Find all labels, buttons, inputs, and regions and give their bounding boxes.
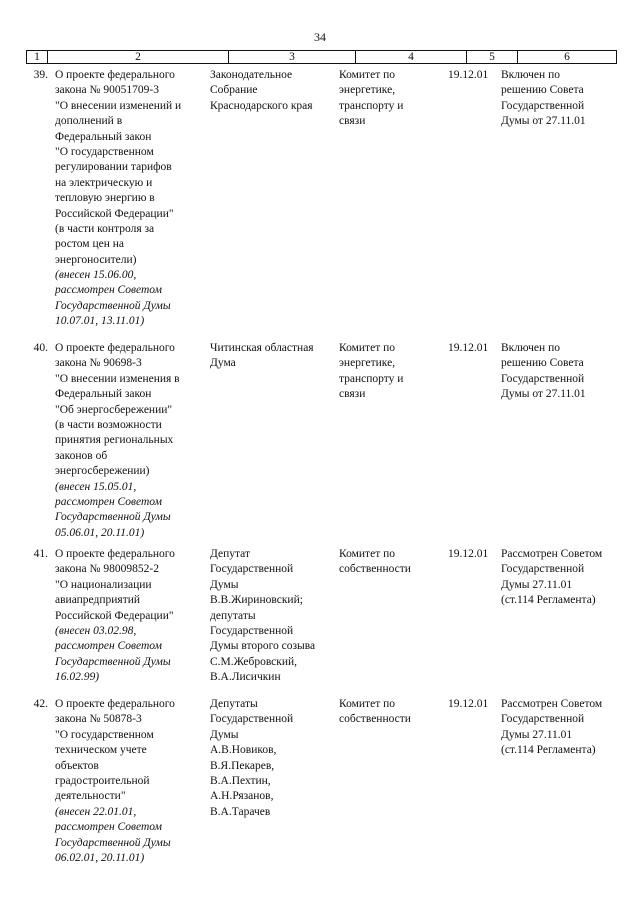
entry-status-line: Государственной Думы	[55, 655, 171, 668]
entry-author-line: В.А.Лисичкин	[210, 671, 281, 684]
entry-author-line: Законодательное	[210, 69, 293, 81]
entry-number	[28, 341, 48, 356]
entry-committee-line: Комитет по	[339, 548, 395, 560]
entry-decision-line: Думы 27.11.01	[501, 728, 573, 741]
entry-decision-line: Государственной	[501, 713, 585, 726]
column-header-2: 2	[47, 50, 229, 64]
entry-author-line: Государственной	[210, 713, 294, 726]
entry-author-line: Читинская областная	[210, 342, 314, 354]
entry-author	[210, 68, 335, 114]
entry-decision-line: решению Совета	[501, 84, 584, 97]
entry-author-line: Краснодарского края	[210, 99, 313, 112]
entry-author-line: депутаты	[210, 609, 256, 622]
entry-decision-line: Думы 27.11.01	[501, 578, 573, 591]
entry-author-line: Государственной	[210, 624, 294, 637]
entry-title-line: "О внесении изменений и	[55, 99, 182, 112]
entry-author-line: В.В.Жириновский;	[210, 594, 303, 607]
entry-author-line: Депутаты	[210, 698, 258, 710]
entry-title-line: "О государственном	[55, 728, 154, 741]
entry-title-line: энергосбережении)	[55, 465, 150, 478]
entry-title-line: дополнений в	[55, 115, 123, 128]
entry-title-line: Федеральный закон	[55, 130, 152, 143]
entry-committee-line: Комитет по	[339, 698, 395, 710]
entry-decision-line: Рассмотрен Советом	[501, 698, 603, 710]
entry-title-line: принятия региональных	[55, 434, 174, 447]
entry-title-line: Российской Федерации"	[55, 207, 174, 220]
entry-title-line: на электрическую и	[55, 176, 153, 189]
entry-number-text: 39.	[33, 69, 48, 81]
entry-title-line: О проекте федерального	[55, 698, 175, 710]
entry-author-line: В.А.Пехтин,	[210, 774, 271, 787]
entry-number-text: 41.	[33, 548, 48, 560]
entry-author	[210, 341, 335, 372]
column-header-4: 4	[355, 50, 467, 64]
entry-decision-line: Рассмотрен Советом	[501, 548, 603, 560]
entry-committee-line: Комитет по	[339, 69, 395, 81]
entry-committee-line: собственности	[339, 713, 411, 726]
entry-title-line: ростом цен на	[55, 238, 124, 251]
entry-title-line: деятельности"	[55, 790, 126, 803]
entry-title-line: закона № 50878-3	[55, 713, 142, 726]
entry-author-line: С.М.Жебровский,	[210, 655, 298, 668]
entry-number	[28, 697, 48, 712]
entry-status-line: Государственной Думы	[55, 299, 171, 312]
entry-committee-line: связи	[339, 115, 366, 128]
entry-date	[448, 68, 496, 83]
entry-status-line: 10.07.01, 13.11.01)	[55, 315, 145, 328]
entry-decision-line: Государственной	[501, 563, 585, 576]
entry-title-line: (в части контроля за	[55, 222, 155, 235]
entry-committee	[339, 547, 435, 578]
entry-status-line: (внесен 15.06.00,	[55, 269, 137, 282]
entry-decision	[501, 697, 621, 759]
entry-title-line: закона № 98009852-2	[55, 563, 159, 576]
entry-title-line: регулировании тарифов	[55, 161, 172, 174]
entry-decision-line: Включен по	[501, 69, 560, 81]
entry-status-line: Государственной Думы	[55, 836, 171, 849]
entry-title	[55, 68, 205, 330]
entry-author-line: А.В.Новиков,	[210, 744, 277, 757]
entry-title-line: Российской Федерации"	[55, 609, 174, 622]
entry-title-line: "Об энергосбережении"	[55, 403, 173, 416]
entry-title-line: "О национализации	[55, 578, 152, 591]
entry-status-line: (внесен 03.02.98,	[55, 624, 137, 637]
entry-title-line: объектов	[55, 759, 99, 772]
entry-title	[55, 341, 205, 541]
entry-status-line: 16.02.99)	[55, 671, 100, 684]
entry-status-line: 05.06.01, 20.11.01)	[55, 526, 145, 539]
entry-committee-line: транспорту и	[339, 372, 404, 385]
entry-date-text: 19.12.01	[448, 69, 489, 81]
entry-committee-line: собственности	[339, 563, 411, 576]
entry-title-line: закона № 90698-3	[55, 357, 142, 370]
column-header-3: 3	[228, 50, 356, 64]
entry-title-line: закона № 90051709-3	[55, 84, 159, 97]
entry-title-line: техническом учете	[55, 744, 147, 757]
entry-date	[448, 547, 496, 562]
entry-title	[55, 697, 205, 866]
page-number: 34	[314, 30, 326, 44]
entry-author-line: Дума	[210, 357, 236, 370]
entry-decision-line: (ст.114 Регламента)	[501, 744, 596, 757]
entry-date-text: 19.12.01	[448, 548, 489, 560]
entry-date-text: 19.12.01	[448, 342, 489, 354]
column-header-1: 1	[26, 50, 48, 64]
entry-status-line: рассмотрен Советом	[55, 821, 162, 834]
entry-number	[28, 68, 48, 83]
entry-decision-line: решению Совета	[501, 357, 584, 370]
entry-decision-line: Думы от 27.11.01	[501, 388, 586, 401]
entry-author	[210, 547, 335, 686]
entry-decision-line: Думы от 27.11.01	[501, 115, 586, 128]
entry-author-line: Думы	[210, 728, 239, 741]
entry-decision-line: Государственной	[501, 99, 585, 112]
entry-committee-line: энергетике,	[339, 357, 396, 370]
table-header	[26, 50, 617, 64]
entry-title	[55, 547, 205, 686]
entry-title-line: О проекте федерального	[55, 548, 175, 560]
entry-decision	[501, 547, 621, 609]
entry-author-line: В.А.Тарачев	[210, 805, 271, 818]
entry-decision-line: (ст.114 Регламента)	[501, 594, 596, 607]
entry-status-line: (внесен 15.05.01,	[55, 480, 137, 493]
entry-title-line: авиапредприятий	[55, 594, 141, 607]
column-header-6: 6	[517, 50, 617, 64]
entry-decision-line: Государственной	[501, 372, 585, 385]
entry-title-line: тепловую энергию в	[55, 192, 155, 205]
entry-author-line: Собрание	[210, 84, 258, 97]
column-header-5: 5	[466, 50, 518, 64]
entry-title-line: О проекте федерального	[55, 342, 175, 354]
entry-author-line: Государственной	[210, 563, 294, 576]
entry-decision-line: Включен по	[501, 342, 560, 354]
entry-date-text: 19.12.01	[448, 698, 489, 710]
entry-status-line: 06.02.01, 20.11.01)	[55, 851, 145, 864]
entry-title-line: (в части возможности	[55, 418, 162, 431]
entry-title-line: энергоносители)	[55, 253, 137, 266]
entry-committee	[339, 341, 435, 403]
entry-number	[28, 547, 48, 562]
entry-title-line: "О внесении изменения в	[55, 372, 180, 385]
entry-title-line: Федеральный закон	[55, 388, 152, 401]
entry-committee-line: связи	[339, 388, 366, 401]
entry-number-text: 40.	[33, 342, 48, 354]
entry-author	[210, 697, 335, 820]
entry-decision	[501, 68, 621, 130]
entry-committee-line: Комитет по	[339, 342, 395, 354]
entry-committee	[339, 697, 435, 728]
entry-committee-line: энергетике,	[339, 84, 396, 97]
entry-number-text: 42.	[33, 698, 48, 710]
entry-date	[448, 341, 496, 356]
entry-author-line: В.Я.Пекарев,	[210, 759, 275, 772]
entry-status-line: (внесен 22.01.01,	[55, 805, 137, 818]
entry-author-line: А.Н.Рязанов,	[210, 790, 274, 803]
entry-committee-line: транспорту и	[339, 99, 404, 112]
entry-status-line: Государственной Думы	[55, 511, 171, 524]
entry-decision	[501, 341, 621, 403]
entry-author-line: Депутат	[210, 548, 250, 560]
entry-title-line: законов об	[55, 449, 108, 462]
entry-status-line: рассмотрен Советом	[55, 284, 162, 297]
entry-title-line: "О государственном	[55, 145, 154, 158]
entry-committee	[339, 68, 435, 130]
entry-status-line: рассмотрен Советом	[55, 495, 162, 508]
entry-title-line: градостроительной	[55, 774, 150, 787]
entry-author-line: Думы	[210, 578, 239, 591]
entry-author-line: Думы второго созыва	[210, 640, 316, 653]
entry-status-line: рассмотрен Советом	[55, 640, 162, 653]
entry-date	[448, 697, 496, 712]
entry-title-line: О проекте федерального	[55, 69, 175, 81]
